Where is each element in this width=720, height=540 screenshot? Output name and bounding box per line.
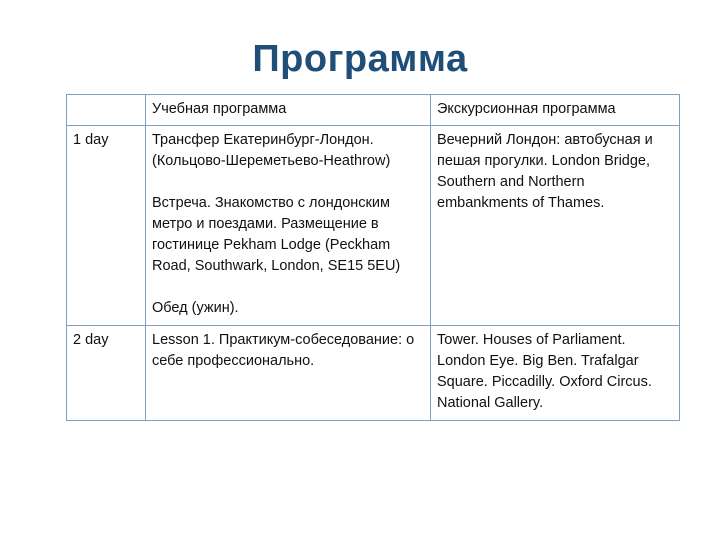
page-title: Программа <box>252 38 468 80</box>
day-cell: 2 day <box>67 326 146 421</box>
table-row <box>67 326 680 421</box>
day-cell: 1 day <box>67 126 146 326</box>
table-header-row <box>67 95 680 126</box>
program-table <box>66 94 680 421</box>
header-day <box>67 95 146 126</box>
study-paragraph: Встреча. Знакомство с лондонским метро и поездами. Размещение в гостинице Pekham Lodge (Peckham Road, Southwark, London, SE15 5EU) <box>152 195 401 274</box>
header-study-program: Учебная программа <box>146 95 431 126</box>
study-paragraph: Lesson 1. Практикум-собеседование: о себе профессионально. <box>152 332 415 369</box>
header-excursion-program: Экскурсионная программа <box>431 95 680 126</box>
study-cell <box>146 326 431 421</box>
excursion-cell: Вечерний Лондон: автобусная и пешая прогулки. London Bridge, Southern and Northern embankments of Thames. <box>431 126 680 326</box>
study-paragraph: Трансфер Екатеринбург-Лондон. (Кольцово-Шереметьево-Heathrow) <box>152 132 391 169</box>
table-row <box>67 126 680 326</box>
excursion-cell: Tower. Houses of Parliament. London Eye. Big Ben. Trafalgar Square. Piccadilly. Oxford Circus. National Gallery. <box>431 326 680 421</box>
study-paragraph: Обед (ужин). <box>152 300 239 316</box>
study-cell <box>146 126 431 326</box>
